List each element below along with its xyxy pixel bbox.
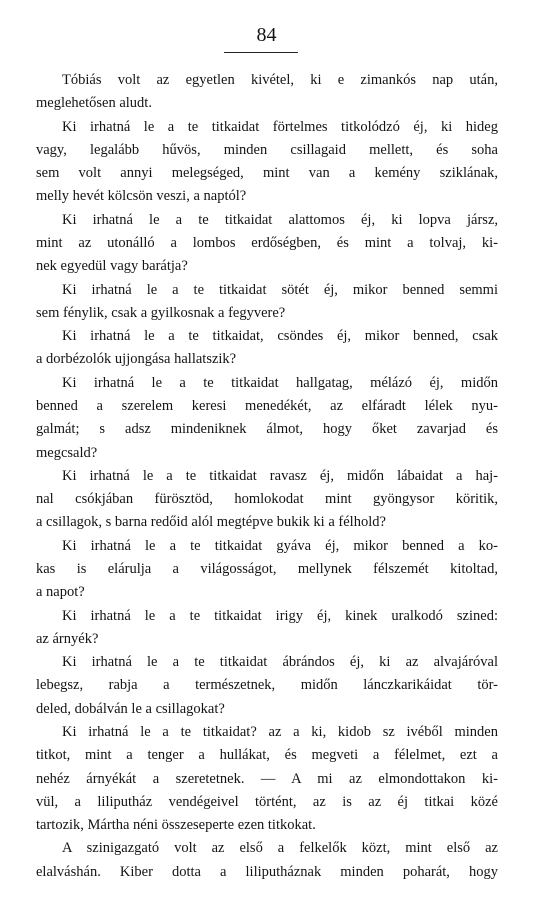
text-line: a csillagok, s barna redőid alól megtépve bukik ki a félhold? xyxy=(36,514,386,531)
text-line: nal csókjában fürösztöd, homlokodat mint gyöngysor köritik, xyxy=(36,491,498,508)
text-line: Tóbiás volt az egyetlen kivétel, ki e zimankós nap után, xyxy=(62,72,498,88)
text-line: benned a szerelem keresi menedékét, az elfáradt lélek nyu- xyxy=(36,398,498,414)
text-line: lebegsz, rabja a természetnek, midőn lánczkarikáidat tör- xyxy=(36,677,498,694)
text-line: titkot, mint a tenger a hullákat, és megveti a félelmet, ezt a xyxy=(36,747,498,764)
text-line: kas is elárulja a világosságot, mellynek félszemét kitoltad, xyxy=(36,561,498,577)
text-line: Ki irhatná le a te titkaidat sötét éj, mikor benned semmi xyxy=(62,281,498,298)
text-line: nehéz árnyékát a szeretetnek. — A mi az elmondottakon ki- xyxy=(36,770,498,787)
text-line: vagy, legalább hűvös, minden csillagaid mellett, és soha xyxy=(36,141,498,158)
text-line: Ki irhatná le a te titkaidat, csöndes éj, mikor benned, csak xyxy=(62,328,498,345)
text-line: mint az utonálló a lombos erdőségben, és mint a tolvaj, ki- xyxy=(36,235,498,251)
text-line: Ki irhatná le a te titkaidat förtelmes titkolódzó éj, ki hideg xyxy=(62,118,498,135)
text-line: vül, a liliputház vendégeivel történt, az is az éj titkai közé xyxy=(36,793,498,810)
header-rule xyxy=(224,52,298,53)
text-line: Ki irhatná le a te titkaidat ravasz éj, midőn lábaidat a haj- xyxy=(62,467,498,484)
page-number: 84 xyxy=(256,24,277,46)
text-line: megcsald? xyxy=(36,444,98,461)
text-line: Ki irhatná le a te titkaidat gyáva éj, mikor benned a ko- xyxy=(62,537,498,554)
text-line: a napot? xyxy=(36,584,85,601)
text-line: melly hevét kölcsön veszi, a naptól? xyxy=(36,188,247,205)
text-line: meglehetősen aludt. xyxy=(36,95,152,112)
text-line: deled, dobálván le a csillagokat? xyxy=(36,700,225,717)
text-line: sem volt annyi melegséged, mint van a kemény sziklának, xyxy=(36,165,498,182)
text-line: Ki irhatná le a te titkaidat irigy éj, kinek uralkodó szined: xyxy=(62,607,498,624)
text-line: elalváshán. Kiber dotta a liliputháznak minden poharát, hogy xyxy=(36,863,498,880)
text-line: a dorbézolók ujjongása hallatszik? xyxy=(36,351,237,368)
text-line: Ki irhatná le a te titkaidat? az a ki, kidob sz ivéből minden xyxy=(62,724,498,740)
text-line: az árnyék? xyxy=(36,630,99,647)
text-line: A szinigazgató volt az első a felkelők közt, mint első az xyxy=(62,840,498,857)
text-line: Ki irhatná le a te titkaidat ábrándos éj, ki az alvajáróval xyxy=(62,654,498,671)
text-line: Ki irhatná le a te titkaidat hallgatag, mélázó éj, midőn xyxy=(62,374,498,391)
text-line: nek egyedül vagy barátja? xyxy=(36,258,188,275)
text-line: sem fénylik, csak a gyilkosnak a fegyvere? xyxy=(36,304,286,321)
text-line: Ki irhatná le a te titkaidat alattomos éj, ki lopva jársz, xyxy=(62,211,498,228)
text-line: galmát; s adsz mindeniknek álmot, hogy őket zavarjad és xyxy=(36,421,498,438)
text-line: tartozik, Mártha néni összeseperte ezen titkokat. xyxy=(36,817,316,834)
